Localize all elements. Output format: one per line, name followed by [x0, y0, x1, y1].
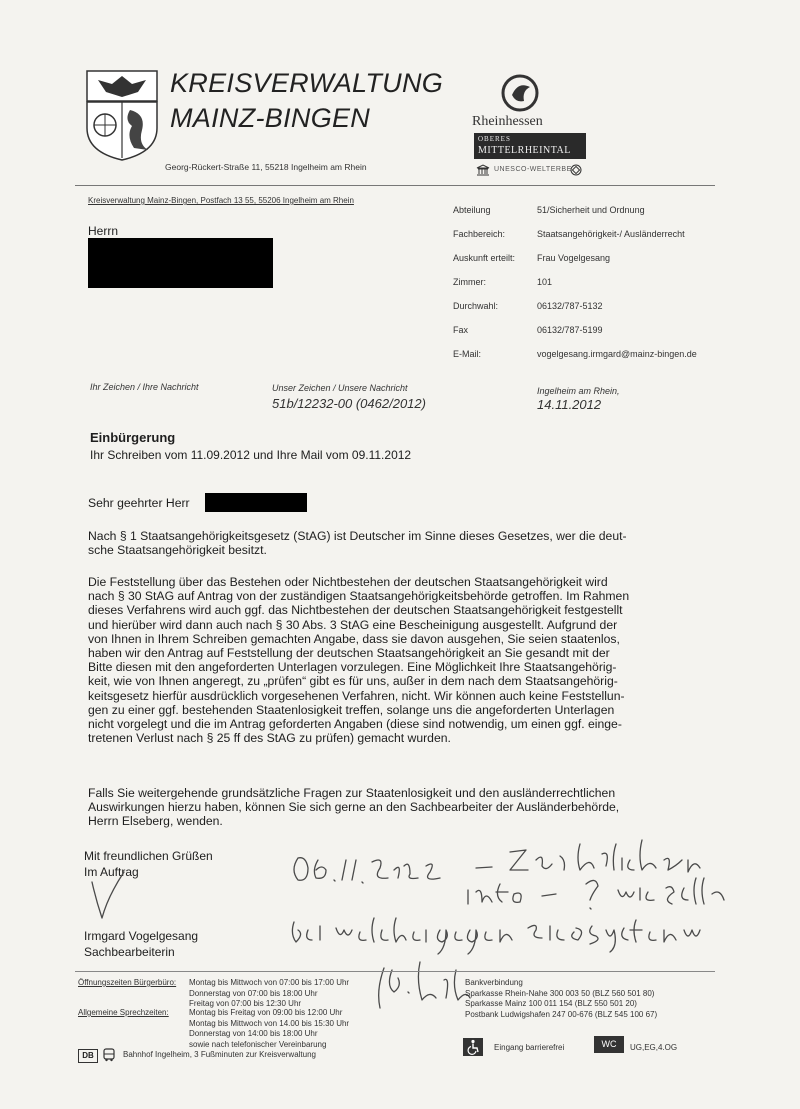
- accessible-entrance: Eingang barrierefrei: [494, 1043, 565, 1052]
- info-row: [453, 301, 753, 315]
- info-label: Abteilung: [453, 205, 491, 215]
- bank-details: [465, 978, 657, 1020]
- text-line: tretenen Verlust nach § 25 ff des StAG zu prüfen) gemacht wurden.: [88, 731, 451, 746]
- info-label: Auskunft erteilt:: [453, 253, 516, 263]
- letter-date: 14.11.2012: [537, 397, 602, 412]
- info-value: 101: [537, 277, 553, 287]
- info-label: Durchwahl:: [453, 301, 499, 311]
- db-logo-icon: [78, 1049, 98, 1063]
- consult-hours-line: Donnerstag von 14:00 bis 18:00 Uhr: [189, 1029, 318, 1038]
- text-line: sche Staatsangehörigkeit besitzt.: [88, 543, 267, 558]
- footer-divider: [75, 971, 715, 972]
- office-hours-line: Donnerstag von 07:00 bis 18:00 Uhr: [189, 988, 318, 998]
- text-line: nach § 30 StAG auf Antrag von der zuständigen Staatsangehörigkeitsbehörde getroffen. Im Rahmen: [88, 589, 630, 604]
- region-badge: [474, 133, 586, 159]
- consult-hours-line: sowie nach telefonischer Vereinbarung: [189, 1039, 327, 1049]
- info-row: [453, 277, 753, 291]
- text-line: dieses Verfahrens wird auch ggf. das Nichtbestehen der deutschen Staatsangehörigkeit festgestellt: [88, 603, 623, 618]
- text-line: Nach § 1 Staatsangehörigkeitsgesetz (StAG) ist Deutscher im Sinne dieses Gesetzes, wer die deut-: [88, 529, 627, 543]
- text-line: haben wir den Antrag auf Feststellung der deutschen Staatsangehörigkeit an Sie gesandt mit der: [88, 646, 610, 661]
- text-line: nicht vorgelegt und die im Antrag geforderten Angaben (diese sind notwendig, um einen ggf. einge-: [88, 717, 622, 732]
- text-line: von Ihnen in Ihrem Schreiben gemachten Angabe, dass sie davon ausgehen, Sie seien staatenlos,: [88, 631, 620, 646]
- wc-location: UG,EG,4.OG: [630, 1043, 678, 1052]
- office-hours-line: Montag bis Mittwoch von 07:00 bis 17:00 Uhr: [189, 978, 350, 987]
- office-hours-line: Freitag von 07:00 bis 12:30 Uhr: [189, 999, 302, 1008]
- your-reference-label: Ihr Zeichen / Ihre Nachricht: [90, 382, 199, 392]
- unesco-temple-icon: [476, 164, 490, 176]
- return-address: Kreisverwaltung Mainz-Bingen, Postfach 13 55, 55206 Ingelheim am Rhein: [88, 196, 354, 205]
- region-name: Rheinhessen: [472, 114, 543, 129]
- transit-info: Bahnhof Ingelheim, 3 Fußminuten zur Kreisverwaltung: [123, 1050, 316, 1059]
- letter-place: Ingelheim am Rhein,: [537, 386, 620, 396]
- consult-hours-line: Montag bis Mittwoch von 14.00 bis 15:30 Uhr: [189, 1018, 350, 1028]
- closing-phrase: Mit freundlichen Grüßen: [84, 849, 213, 863]
- bus-icon: [102, 1048, 116, 1062]
- handwritten-signature: [86, 866, 136, 936]
- info-row: [453, 349, 753, 363]
- region-badge-line1: OBERES: [478, 135, 511, 143]
- text-line: Die Feststellung über das Bestehen oder Nichtbestehen der deutschen Staatsangehörigkeit wird: [88, 575, 608, 589]
- info-label: Fax: [453, 325, 469, 335]
- text-line: keitsgesetz hierfür ausdrücklich vorgesehenen Verfahren, nicht. Wir können auch keine Feststellun-: [88, 688, 625, 703]
- info-row: [453, 229, 753, 243]
- paragraph-3: [88, 786, 728, 829]
- office-hours-label: Öffnungszeiten Bürgerbüro:: [78, 978, 177, 987]
- text-line: keit, wie von Ihnen angeregt, zu „prüfen“ gibt es für uns, außer in dem nach dem Staatsangehörig-: [88, 674, 618, 689]
- text-line: Falls Sie weitergehende grundsätzliche Fragen zur Staatenlosigkeit und den ausländerrechtlichen: [88, 786, 616, 800]
- bank-line: Sparkasse Mainz 100 011 154 (BLZ 550 501 20): [465, 999, 637, 1008]
- our-reference-label: Unser Zeichen / Unsere Nachricht: [272, 383, 408, 393]
- coat-of-arms-icon: [86, 70, 158, 162]
- letter-subject-line: Ihr Schreiben vom 11.09.2012 und Ihre Mail vom 09.11.2012: [90, 448, 412, 462]
- consult-hours-line: Montag bis Freitag von 09:00 bis 12:00 Uhr: [189, 1008, 343, 1017]
- recipient-salutation: Herrn: [88, 224, 119, 238]
- rheinhessen-logo-icon: [500, 73, 540, 113]
- header-divider: [75, 185, 715, 186]
- db-logo-label: DB: [82, 1051, 94, 1060]
- signatory-role: Sachbearbeiterin: [84, 945, 175, 959]
- org-address: Georg-Rückert-Straße 11, 55218 Ingelheim am Rhein: [165, 162, 367, 172]
- text-line: gen zu einer ggf. bestehenden Staatenlosigkeit treffen, solange uns die angeforderten Unterlagen: [88, 702, 615, 717]
- info-value: Frau Vogelgesang: [537, 253, 611, 263]
- info-row: [453, 205, 753, 219]
- text-line: Herrn Elseberg, wenden.: [88, 814, 223, 829]
- info-row: [453, 325, 753, 339]
- wheelchair-icon: [463, 1038, 483, 1056]
- unesco-label: UNESCO-WELTERBE: [494, 166, 572, 173]
- redacted-recipient-address: [88, 238, 273, 288]
- info-value: 06132/787-5132: [537, 301, 603, 311]
- consult-hours-label: Allgemeine Sprechzeiten:: [78, 1008, 169, 1017]
- paragraph-2: [88, 575, 728, 745]
- org-name-line2: MAINZ-BINGEN: [170, 103, 371, 133]
- our-reference-value: 51b/12232-00 (0462/2012): [272, 396, 426, 411]
- closing-on-behalf: Im Auftrag: [84, 865, 139, 879]
- info-row: [453, 253, 753, 267]
- signatory-name: Irmgard Vogelgesang: [84, 929, 199, 943]
- bank-label: Bankverbindung: [465, 978, 523, 987]
- region-badge-line2: MITTELRHEINTAL: [478, 145, 571, 156]
- bank-line: Postbank Ludwigshafen 247 00-676 (BLZ 545 100 67): [465, 1009, 658, 1019]
- world-heritage-icon: [570, 164, 582, 176]
- org-name-line1: KREISVERWALTUNG: [170, 68, 444, 98]
- wc-label: WC: [601, 1039, 617, 1049]
- info-label: Zimmer:: [453, 277, 486, 287]
- info-label: E-Mail:: [453, 349, 482, 359]
- consult-hours: [189, 1008, 349, 1050]
- info-value: vogelgesang.irmgard@mainz-bingen.de: [537, 349, 697, 359]
- paragraph-1: [88, 529, 728, 557]
- info-value: 51/Sicherheit und Ordnung: [537, 205, 645, 215]
- info-label: Fachbereich:: [453, 229, 506, 239]
- redacted-recipient-name: [205, 493, 307, 512]
- text-line: Auswirkungen hierzu haben, können Sie sich gerne an den Sachbearbeiter der Ausländerbehörde,: [88, 800, 620, 815]
- info-value: 06132/787-5199: [537, 325, 603, 335]
- text-line: und hierüber wird dann auch nach § 30 Abs. 3 StAG eine Bescheinigung ausgestellt. Aufgrund der: [88, 617, 618, 632]
- greeting: Sehr geehrter Herr: [88, 496, 190, 510]
- letter-subject: Einbürgerung: [90, 430, 176, 445]
- text-line: Bitte diesen mit den angeforderten Unterlagen vorzulegen. Eine Möglichkeit Ihre Staatsangehörig-: [88, 660, 617, 675]
- info-value: Staatsangehörigkeit-/ Ausländerrecht: [537, 229, 685, 239]
- wc-icon: [594, 1036, 624, 1053]
- bank-line: Sparkasse Rhein-Nahe 300 003 50 (BLZ 560 501 80): [465, 988, 655, 998]
- office-hours: [189, 978, 349, 1010]
